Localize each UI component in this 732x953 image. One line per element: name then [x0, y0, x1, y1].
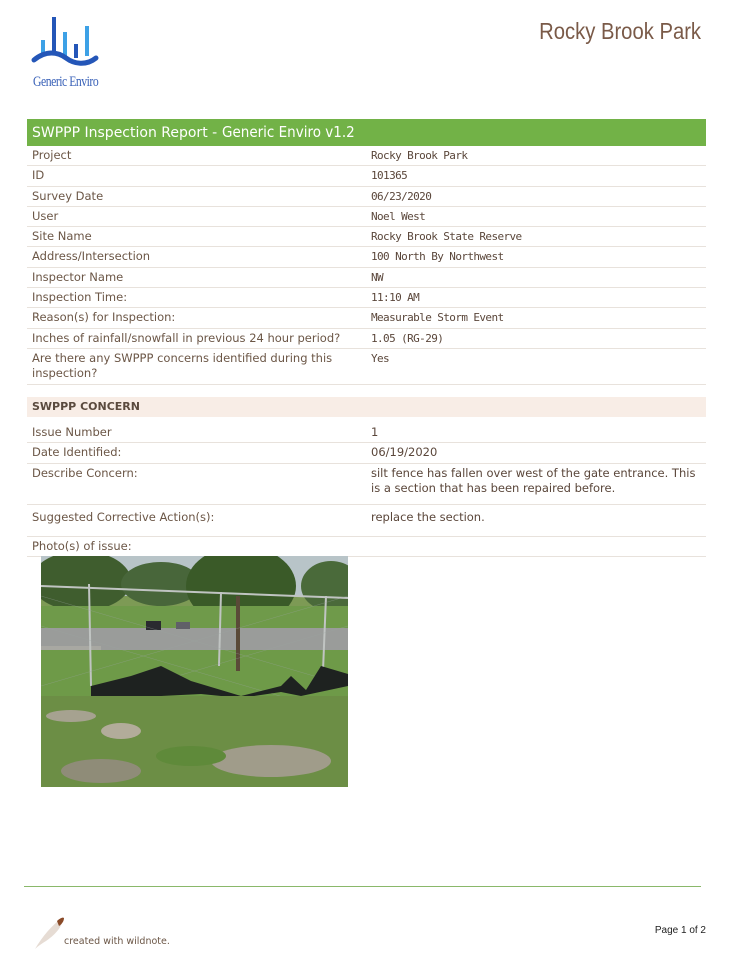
- field-label: Inspector Name: [32, 269, 124, 284]
- field-label: Site Name: [32, 229, 92, 244]
- field-inspector-name: [27, 268, 706, 288]
- section-swppp-concern: SWPPP CONCERN: [27, 397, 706, 417]
- field-rainfall: [27, 329, 706, 349]
- field-label: Issue Number: [32, 424, 112, 439]
- field-label: ID: [32, 168, 45, 183]
- field-label: Project: [32, 148, 72, 162]
- field-issue-number: [27, 423, 706, 443]
- wildnote-feather-icon: [32, 915, 68, 951]
- field-label: Address/Intersection: [32, 249, 151, 264]
- field-project: [27, 146, 706, 166]
- report-title: [27, 119, 706, 146]
- field-id: [27, 166, 706, 186]
- field-value: Rocky Brook Park: [371, 149, 468, 162]
- field-label: Are there any SWPPP concerns identified during this inspection?: [32, 350, 333, 380]
- field-value: [367, 537, 706, 556]
- field-label: Photo(s) of issue:: [32, 538, 132, 553]
- field-value: 1.05 (RG-29): [371, 331, 444, 345]
- field-survey-date: [27, 187, 706, 207]
- field-label: Inspection Time:: [32, 290, 128, 305]
- field-value: silt fence has fallen over west of the gate entrance. This is a section that has been repaired before.: [371, 465, 696, 495]
- inspection-report: [27, 119, 706, 557]
- field-value: 06/19/2020: [371, 445, 438, 460]
- field-label: User: [32, 208, 59, 223]
- field-label: Reason(s) for Inspection:: [32, 310, 176, 325]
- field-value: replace the section.: [371, 509, 485, 524]
- field-describe-concern: [27, 464, 706, 505]
- field-date-identified: [27, 443, 706, 463]
- field-value: Measurable Storm Event: [371, 311, 504, 325]
- footer-divider: [24, 886, 701, 887]
- site-title: Rocky Brook Park: [539, 18, 701, 44]
- field-label: Suggested Corrective Action(s):: [32, 509, 215, 524]
- issue-photo: [41, 556, 348, 787]
- field-value: Rocky Brook State Reserve: [371, 230, 522, 244]
- created-with-wildnote: created with wildnote.: [64, 936, 170, 947]
- report-title-prefix: SWPPP Inspection Report -: [32, 125, 222, 141]
- field-user: [27, 207, 706, 227]
- field-inspection-time: [27, 288, 706, 308]
- field-photos: [27, 537, 706, 557]
- logo-text: Generic Enviro: [33, 74, 99, 90]
- field-value: Noel West: [371, 209, 426, 223]
- field-reason: [27, 308, 706, 328]
- field-site-name: [27, 227, 706, 247]
- field-value: Yes: [371, 351, 390, 365]
- page-number: Page 1 of 2: [654, 925, 706, 936]
- field-label: Date Identified:: [32, 445, 122, 460]
- field-value: 100 North By Northwest: [371, 250, 504, 264]
- field-corrective-action: [27, 505, 706, 537]
- field-value: NW: [371, 270, 384, 284]
- field-value: 06/23/2020: [371, 189, 432, 203]
- field-value: 1: [371, 424, 379, 439]
- report-form-name: Generic Enviro v1.2: [221, 123, 355, 141]
- field-value: 101365: [371, 169, 408, 183]
- field-label: Inches of rainfall/snowfall in previous 24 hour period?: [32, 330, 341, 345]
- field-label: Survey Date: [32, 188, 104, 203]
- field-concerns-identified: [27, 349, 706, 385]
- field-value: 11:10 AM: [371, 291, 420, 305]
- field-address: [27, 247, 706, 267]
- field-label: Describe Concern:: [32, 465, 138, 480]
